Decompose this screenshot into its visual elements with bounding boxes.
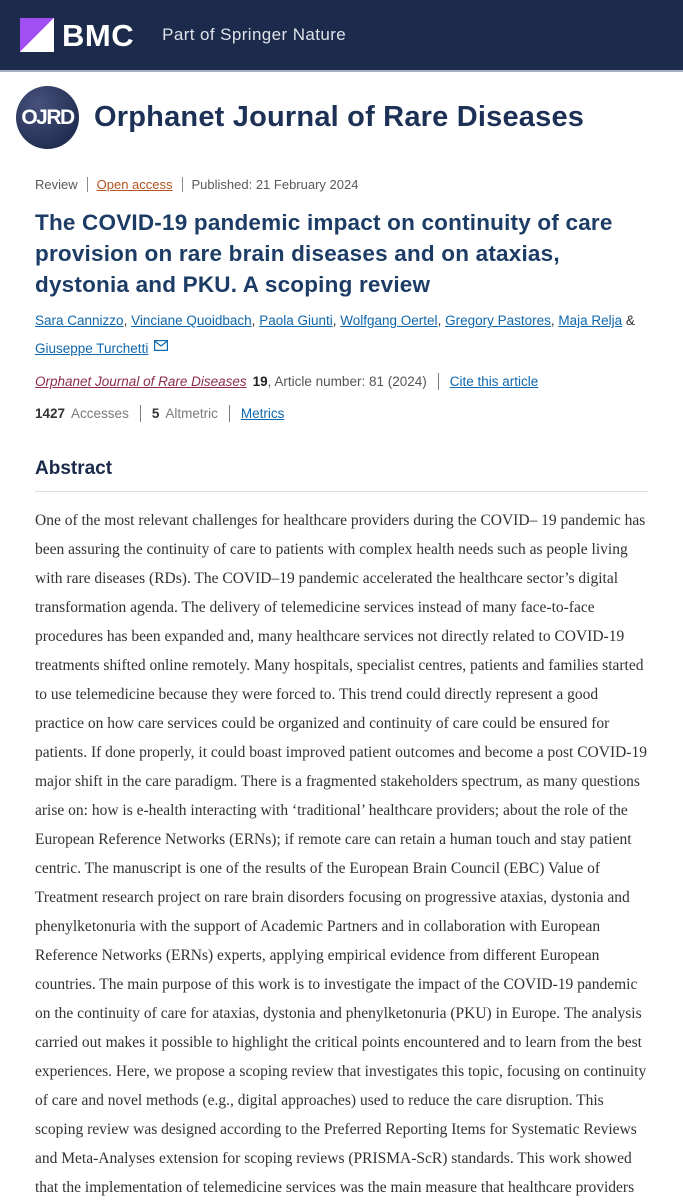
meta-divider	[87, 177, 88, 192]
bmc-logo[interactable]	[20, 18, 134, 52]
bmc-logo-text: BMC	[62, 17, 135, 53]
abstract-heading: Abstract	[35, 458, 113, 480]
author-link[interactable]: Gregory Pastores	[445, 313, 551, 329]
citation-line	[35, 373, 648, 390]
article-title: The COVID-19 pandemic impact on continuity of care provision on rare brain diseases and on ataxias, dystonia and PKU. A scoping review	[35, 210, 613, 298]
metrics-line	[35, 405, 648, 422]
article-meta	[35, 177, 648, 192]
author-byline	[35, 308, 648, 361]
author-link[interactable]: Paola Giunti	[259, 313, 333, 329]
author-link[interactable]: Sara Cannizzo	[35, 313, 124, 329]
author-link[interactable]: Wolfgang Oertel	[340, 313, 438, 329]
author-separator: ,	[550, 313, 559, 329]
bmc-logo-icon	[20, 18, 54, 52]
publish-date: Published: 21 February 2024	[191, 177, 359, 192]
email-icon[interactable]	[154, 334, 168, 360]
abstract-section	[35, 458, 648, 1202]
author-link[interactable]: Maja Relja	[558, 313, 623, 329]
author-link[interactable]: Giuseppe Turchetti	[35, 340, 149, 356]
article-page	[0, 177, 683, 1202]
metrics-divider	[140, 405, 141, 422]
site-header	[0, 0, 683, 72]
author-link[interactable]: Vinciane Quoidbach	[131, 313, 252, 329]
cite-this-article-link[interactable]: Cite this article	[449, 374, 539, 390]
author-separator: ,	[437, 313, 446, 329]
journal-header	[0, 72, 683, 165]
journal-logo[interactable]: OJRD	[16, 86, 79, 149]
author-separator: ,	[123, 313, 132, 329]
accesses-label: Accesses	[71, 406, 129, 422]
metrics-divider	[229, 405, 230, 422]
abstract-divider	[35, 491, 648, 492]
altmetric-count: 5	[151, 406, 160, 422]
altmetric-label: Altmetric	[165, 406, 218, 422]
abstract-text: One of the most relevant challenges for healthcare providers during the COVID– 19 pandemic has been assuring the continuity of care to patients with complex health needs such as people living with rare diseases (RDs). The COVID–19 pandemic accelerated the healthcare sector’s digital transformation agenda. The delivery of telemedicine services instead of many face-to-face procedures has been expanded and, many healthcare services not directly related to COVID-19 treatments shifted online remotely. Many hospitals, specialist centres, patients and families started to use telemedicine because they were forced to. This trend could directly represent a good practice on how care services could be organized and continuity of care could be ensured for patients. If done properly, it could boast improved patient outcomes and become a post COVID-19 major shift in the care paradigm. There is a fragmented stakeholders spectrum, as many questions arise on: how is e-health interacting with ‘traditional’ healthcare providers; about the role of the European Reference Networks (ERNs); if remote care can retain a human touch and stay patient centric. The manuscript is one of the results of the European Brain Council (EBC) Value of Treatment research project on rare brain disorders focusing on progressive ataxias, dystonia and phenylketonuria with the support of Academic Partners and in collaboration with European Reference Networks (ERNs) experts, applying empirical evidence from different European countries. The main purpose of this work is to investigate the impact of the COVID-19 pandemic on the continuity of care for ataxias, dystonia and phenylketonuria (PKU) in Europe. The analysis carried out makes it possible to highlight the critical points encountered and to learn from the best experiences. Here, we propose a scoping review that investigates this topic, focusing on continuity of care and novel methods (e.g., digital approaches) used to reduce the care disruption. This scoping review was designed according to the Preferred Reporting Items for Systematic Reviews and Meta-Analyses extension for scoping reviews (PRISMA-ScR) standards. This work showed that the implementation of telemedicine services was the main measure that healthcare providers	[35, 512, 647, 1197]
author-list	[35, 313, 635, 356]
open-access-link[interactable]: Open access	[96, 177, 173, 192]
article-number: , Article number: 81 (2024)	[267, 374, 427, 390]
citation-divider	[438, 373, 439, 390]
meta-divider	[182, 177, 183, 192]
article-type-label: Review	[35, 177, 78, 192]
accesses-count: 1427	[35, 406, 66, 422]
volume-number: 19	[252, 374, 268, 390]
author-separator: &	[622, 313, 635, 329]
author-separator: ,	[332, 313, 341, 329]
journal-title[interactable]: Orphanet Journal of Rare Diseases	[94, 101, 585, 133]
author-separator: ,	[251, 313, 260, 329]
metrics-link[interactable]: Metrics	[240, 406, 285, 422]
springer-nature-tagline: Part of Springer Nature	[162, 25, 347, 44]
journal-citation-link[interactable]: Orphanet Journal of Rare Diseases	[35, 374, 247, 390]
